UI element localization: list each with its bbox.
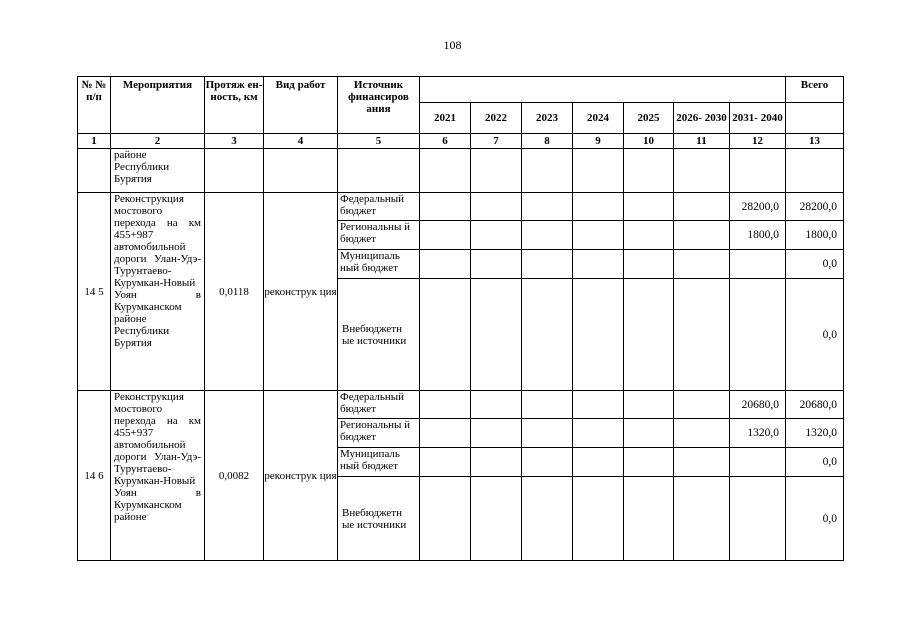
- source-federal: Федеральный бюджет: [338, 193, 420, 221]
- col-number: 8: [522, 134, 573, 149]
- value-2031-2040: 20680,0: [730, 391, 786, 419]
- value-2031-2040: 28200,0: [730, 193, 786, 221]
- value-total: 0,0: [786, 250, 844, 279]
- table-row: [78, 193, 844, 221]
- continuation-row: [78, 149, 844, 193]
- row-number: 14 6: [78, 391, 111, 561]
- col-number: 3: [205, 134, 264, 149]
- col-number: 11: [674, 134, 730, 149]
- header-total: Всего: [786, 77, 844, 103]
- header-work-type: Вид работ: [264, 77, 338, 134]
- source-municipal: Муниципаль ный бюджет: [338, 448, 420, 477]
- source-regional: Региональны й бюджет: [338, 419, 420, 448]
- col-number: 4: [264, 134, 338, 149]
- col-number: 2: [111, 134, 205, 149]
- event-name: Реконструкция мостового перехода на км 455+987 автомобильной дороги Улан-Удэ-Турунтаево-Курумкан-Новый Уоян в Курумканском районе Республики Бурятия: [111, 193, 205, 391]
- header-events: Мероприятия: [111, 77, 205, 134]
- work-type: реконструк ция: [264, 391, 338, 561]
- col-number: 5: [338, 134, 420, 149]
- column-numbers-row: [78, 134, 844, 149]
- value-total: 1320,0: [786, 419, 844, 448]
- event-name: Реконструкция мостового перехода на км 455+937 автомобильной дороги Улан-Удэ-Турунтаево-Курумкан-Новый Уоян в Курумканском районе: [111, 391, 205, 561]
- value-total: 28200,0: [786, 193, 844, 221]
- table-row: [78, 391, 844, 419]
- header-year: 2021: [420, 103, 471, 134]
- value-total: 20680,0: [786, 391, 844, 419]
- source-federal: Федеральный бюджет: [338, 391, 420, 419]
- work-type: реконструк ция: [264, 193, 338, 391]
- col-number: 6: [420, 134, 471, 149]
- header-year: 2025: [624, 103, 674, 134]
- value-total: 0,0: [786, 279, 844, 391]
- row-number: 14 5: [78, 193, 111, 391]
- source-extrabudget: Внебюджетн ые источники: [338, 477, 420, 561]
- col-number: 9: [573, 134, 624, 149]
- header-num: № № п/п: [78, 77, 111, 134]
- length-value: 0,0118: [205, 193, 264, 391]
- col-number: 7: [471, 134, 522, 149]
- col-number: 1: [78, 134, 111, 149]
- continuation-text: районе Республики Бурятия: [111, 149, 205, 193]
- value-2031-2040: 1800,0: [730, 221, 786, 250]
- length-value: 0,0082: [205, 391, 264, 561]
- source-regional: Региональны й бюджет: [338, 221, 420, 250]
- col-number: 12: [730, 134, 786, 149]
- header-year: 2026- 2030: [674, 103, 730, 134]
- page-number: 108: [443, 38, 462, 52]
- source-municipal: Муниципаль ный бюджет: [338, 250, 420, 279]
- header-length: Протяж ен- ность, км: [205, 77, 264, 134]
- financing-table: [77, 76, 844, 561]
- value-total: 1800,0: [786, 221, 844, 250]
- value-total: 0,0: [786, 448, 844, 477]
- value-2031-2040: 1320,0: [730, 419, 786, 448]
- col-number: 13: [786, 134, 844, 149]
- header-year: 2022: [471, 103, 522, 134]
- value-total: 0,0: [786, 477, 844, 561]
- header-years-group: [420, 77, 786, 103]
- header-year: 2023: [522, 103, 573, 134]
- col-number: 10: [624, 134, 674, 149]
- header-year: 2024: [573, 103, 624, 134]
- header-total-blank: [786, 103, 844, 134]
- header-year: 2031- 2040: [730, 103, 786, 134]
- source-extrabudget: Внебюджетн ые источники: [338, 279, 420, 391]
- header-source: Источник финансиров ания: [338, 77, 420, 134]
